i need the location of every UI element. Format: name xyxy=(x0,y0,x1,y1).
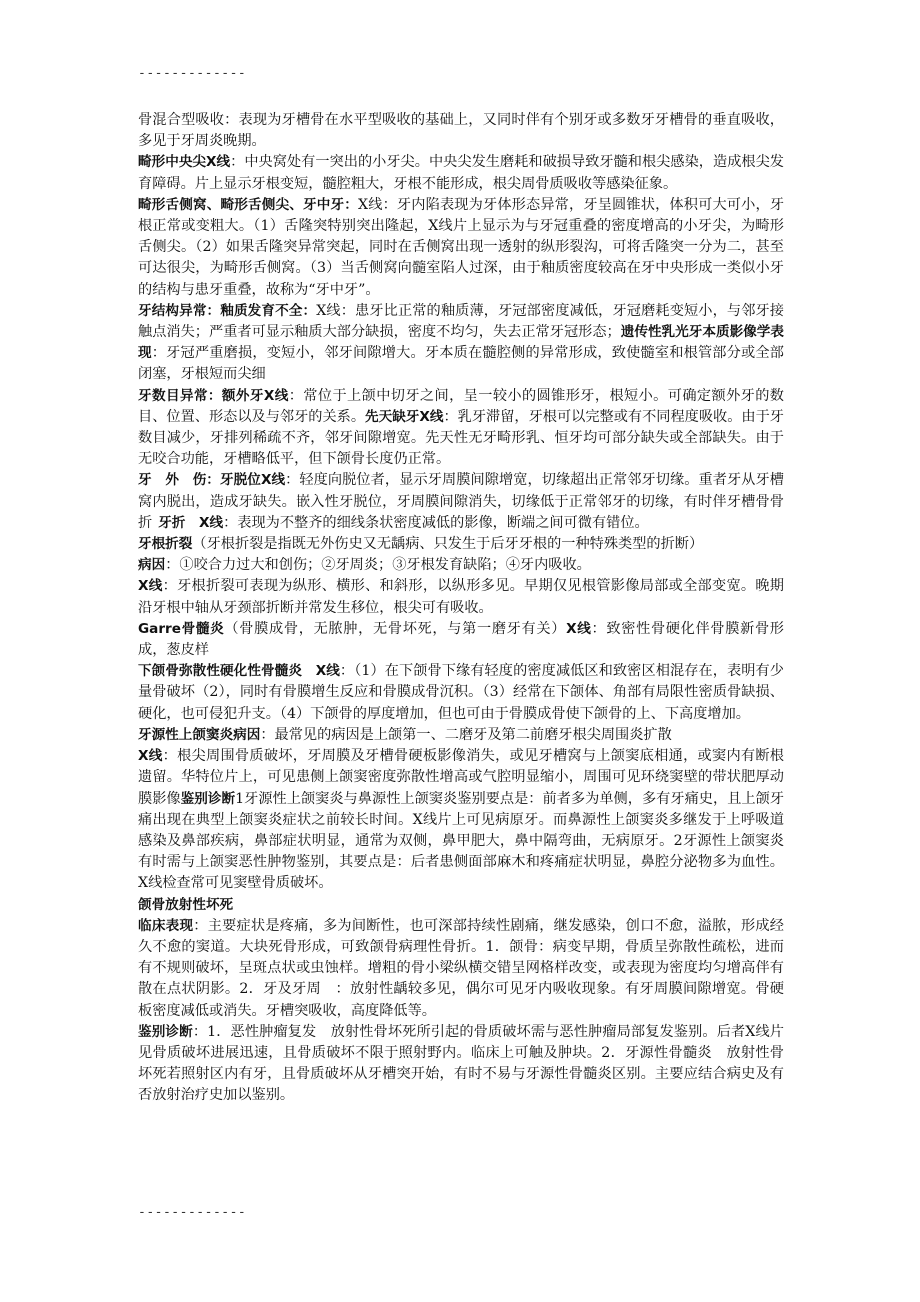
paragraph-root-fracture xyxy=(138,534,784,555)
paragraph-text: （牙根折裂是指既无外伤史又无龋病、只发生于后牙牙根的一种特殊类型的折断） xyxy=(192,536,704,553)
paragraph-text: ：根尖周围骨质破坏，牙周膜及牙槽骨硬板影像消失，或见牙槽窝与上颌窦底相通，或窦内有断根遗留。华特位片上，可见患侧上颌窦密度弥散性增高或气腔明显缩小，周围可见环绕窦壁的带状肥厚动膜影像 xyxy=(138,748,784,807)
paragraph-text: ：牙根折裂可表现为纵形、横形、和斜形，以纵形多见。早期仅见根管影像局部或全部变宽。晚期沿牙根中轴从牙颈部折断并常发生移位，根尖可有吸收。 xyxy=(138,578,784,616)
paragraph-text: ：致密性骨硬化伴骨膜新骨形成，葱皮样 xyxy=(138,620,784,659)
paragraph-differential xyxy=(138,1022,784,1107)
paragraph-text: 1牙源性上颌窦炎与鼻源性上颌窦炎鉴别要点是：前者多为单侧，多有牙痛史，且上颌牙痛出现在典型上颌窦炎症状之前较长时间。X线片上可见病原牙。而鼻源性上颌窦炎多继发于上呼吸道感染及鼻部疾病，鼻部症状明显，通常为双侧，鼻甲肥大，鼻中隔弯曲，无病原牙。2牙源性上颌窦炎有时需与上颌窦恶性肿物鉴别，其要点是：后者患侧面部麻木和疼痛症状明显，鼻腔分泌物多为血性。X线检查常可见窦壁骨质破坏。 xyxy=(138,790,785,892)
paragraph-mandible-osteomyelitis xyxy=(138,661,784,725)
paragraph-central-cusp xyxy=(138,152,784,194)
paragraph-number-anomaly xyxy=(138,386,784,471)
section-heading: X线 xyxy=(138,578,163,595)
section-heading: 牙结构异常：釉质发育不全： xyxy=(138,302,317,319)
paragraph-text: ：最常见的病因是上颌第一、二磨牙及第二前磨牙根尖周围炎扩散 xyxy=(260,726,672,743)
paragraph-trauma xyxy=(138,470,784,534)
paragraph-text: （骨膜成骨，无脓肿，无骨坏死，与第一磨牙有关） xyxy=(224,620,567,637)
paragraph-clinical xyxy=(138,916,784,1022)
section-heading: 颌骨放射性坏死 xyxy=(138,896,234,913)
paragraph-text: ：轻度向脱位者，显示牙周膜间隙增宽，切缘超出正常邻牙切缘。重者牙从牙槽窝内脱出，造成牙缺失。嵌入性牙脱位，牙周膜间隙消失，切缘低于正常邻牙的切缘，有时伴牙槽骨骨折 xyxy=(138,472,784,531)
section-heading: 鉴别诊断 xyxy=(138,1023,193,1040)
paragraph-text: ：表现为不整齐的细线条状密度减低的影像，断端之间可微有错位。 xyxy=(223,514,649,531)
section-heading: 牙数目异常：额外牙X线 xyxy=(138,387,289,404)
section-heading: 畸形中央尖X线 xyxy=(138,154,231,171)
paragraph-text: ：常位于上颌中切牙之间，呈一较小的圆锥形牙，根短小。可确定额外牙的数目、位置、形态以及与邻牙的关系。 xyxy=(138,387,784,425)
paragraph-garre xyxy=(138,619,784,661)
paragraph-text: ：乳牙滞留，牙根可以完整或有不同程度吸收。由于牙数目减少，牙排列稀疏不齐，邻牙间隙增宽。先天性无牙畸形乳、恒牙均可部分缺失或全部缺失。由于无咬合功能，牙槽略低平，但下颌骨长度仍正常。 xyxy=(138,408,784,468)
section-heading: 鉴别诊断 xyxy=(180,790,236,807)
paragraph-text: 骨混合型吸收：表现为牙槽骨在水平型吸收的基础上，又同时伴有个别牙或多数牙牙槽骨的垂直吸收，多见于牙周炎晚期。 xyxy=(138,112,784,150)
paragraph-sinusitis-xray xyxy=(138,746,784,894)
section-heading: X线 xyxy=(566,620,592,637)
section-heading: 遗传性乳光牙本质影像学表现 xyxy=(138,324,784,362)
section-heading: 畸形舌侧窝、畸形舌侧尖、牙中牙： xyxy=(138,196,358,213)
paragraph-root-fracture-xray xyxy=(138,576,784,618)
paragraph-text: ：1．恶性肿瘤复发 放射性骨坏死所引起的骨质破坏需与恶性肿瘤局部复发鉴别。后者X线片见骨质破坏进展迅速，且骨质破坏不限于照射野内。临床上可触及肿块。2．牙源性骨髓炎 放射性骨坏死若照射区内有牙，且骨质破坏从牙槽突开始，有时不易与牙源性骨髓炎区别。主要应结合病史及有否放射治疗史加以鉴别。 xyxy=(138,1023,784,1104)
paragraph-radionecrosis-title xyxy=(138,895,784,916)
top-separator: ------------- xyxy=(138,66,247,81)
paragraph-sinusitis-cause xyxy=(138,725,784,746)
paragraph-lingual-fossa xyxy=(138,195,784,301)
section-heading: 先天缺牙X线 xyxy=(365,408,444,425)
section-heading: 临床表现 xyxy=(138,917,194,934)
paragraph-text: ：中央窝处有一突出的小牙尖。中央尖发生磨耗和破损导致牙髓和根尖感染，造成根尖发育障碍。片上显示牙根变短，髓腔粗大，牙根不能形成，根尖周骨质吸收等感染征象。 xyxy=(138,154,784,192)
paragraph-structure-anomaly xyxy=(138,301,784,386)
paragraph-text: ：①咬合力过大和创伤；②牙周炎；③牙根发育缺陷；④牙内吸收。 xyxy=(165,557,591,574)
section-heading: Garre骨髓炎 xyxy=(138,620,225,637)
section-heading: 牙源性上颌窦炎病因 xyxy=(138,726,261,743)
paragraph-mixed-resorption xyxy=(138,110,784,152)
document-body xyxy=(138,110,784,1107)
bottom-separator: ------------- xyxy=(138,1205,247,1220)
section-heading: X线 xyxy=(138,748,163,765)
paragraph-etiology xyxy=(138,555,784,576)
section-heading: 下颌骨弥散性硬化性骨髓炎 X线 xyxy=(138,663,340,680)
section-heading: 牙折 X线 xyxy=(158,514,224,531)
paragraph-text: X线：患牙比正常的釉质薄，牙冠部密度减低，牙冠磨耗变短小，与邻牙接触点消失；严重者可显示釉质大部分缺损，密度不均匀，失去正常牙冠形态； xyxy=(138,302,784,341)
paragraph-text: ：（1）在下颌骨下缘有轻度的密度减低区和致密区相混存在，表明有少量骨破坏（2），同时有骨膜增生反应和骨膜成骨沉积。（3）经常在下颌体、角部有局限性密质骨缺损、硬化，也可侵犯升支。（4）下颌骨的厚度增加，但也可由于骨膜成骨使下颌骨的上、下高度增加。 xyxy=(138,663,784,722)
section-heading: 牙 外 伤：牙脱位X线 xyxy=(138,472,286,489)
paragraph-text: X线：牙内陷表现为牙体形态异常，牙呈圆锥状，体积可大可小，牙根正常或变粗大。（1）舌隆突特别突出隆起，X线片上显示为与牙冠重叠的密度增高的小牙尖，为畸形舌侧尖。（2）如果舌隆突异常突起，同时在舌侧窝出现一透射的纵形裂沟，可将舌隆突一分为二，甚至可达很尖，为畸形舌侧窝。（3）当舌侧窝向髓室陷人过深，由于釉质密度较高在牙中央形成一类似小牙的结构与患牙重叠，故称为“牙中牙”。 xyxy=(138,196,785,298)
section-heading: 病因 xyxy=(138,557,166,574)
paragraph-text: ：牙冠严重磨损，变短小，邻牙间隙增大。牙本质在髓腔侧的异常形成，致使髓室和根管部分或全部闭塞，牙根短而尖细 xyxy=(138,345,784,383)
section-heading: 牙根折裂 xyxy=(138,536,193,553)
paragraph-text: ：主要症状是疼痛，多为间断性，也可深部持续性剧痛，继发感染，创口不愈，溢脓，形成经久不愈的窦道。大块死骨形成，可致颌骨病理性骨折。1．颌骨：病变早期，骨质呈弥散性疏松，进而有不规则破坏，呈斑点状或虫蚀样。增粗的骨小梁纵横交错呈网格样改变，或表现为密度均匀增高伴有散在点状阴影。2．牙及牙周 ：放射性龋较多见，偶尔可见牙内吸收现象。有牙周膜间隙增宽。骨硬板密度减低或消失。牙槽突吸收，高度降低等。 xyxy=(138,917,784,1019)
